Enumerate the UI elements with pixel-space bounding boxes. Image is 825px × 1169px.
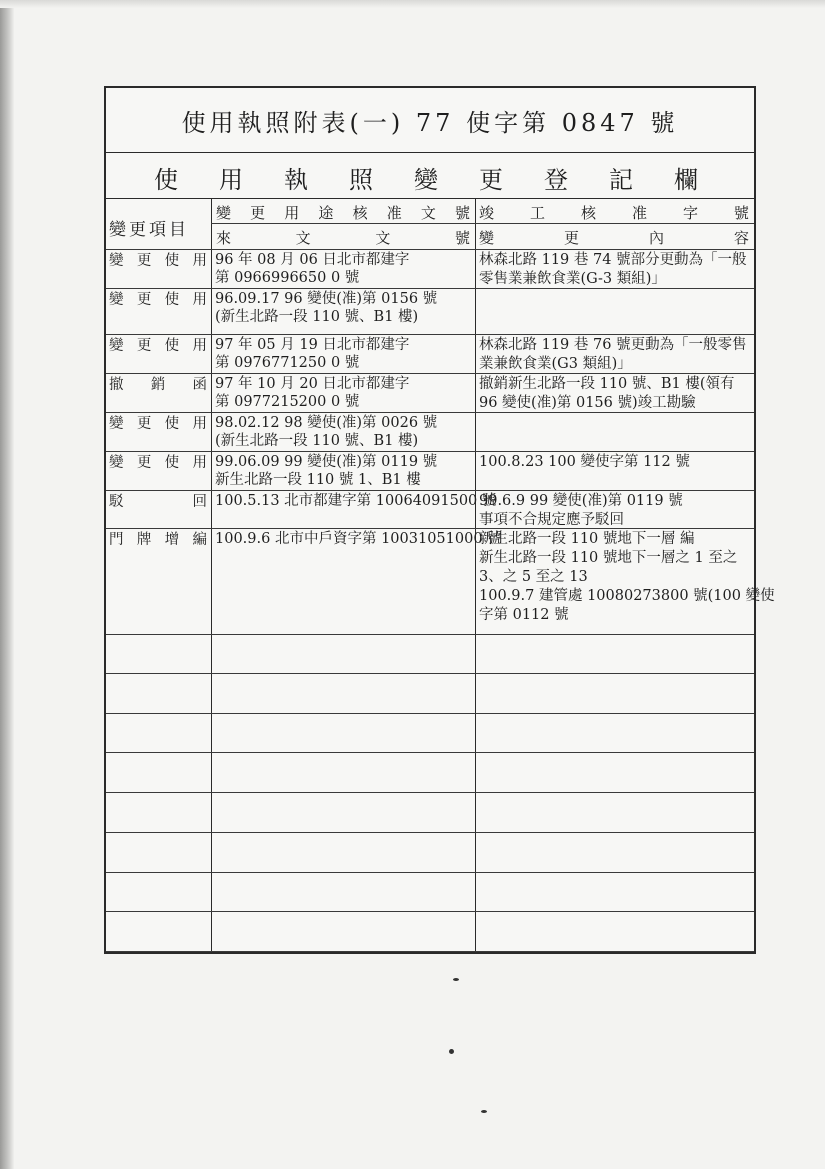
header-char: 號 — [733, 204, 749, 222]
empty-row — [106, 753, 754, 793]
header-char: 更 — [250, 204, 266, 222]
row-content-line: 100.9.7 建管處 10080273800 號(100 變使 — [479, 588, 775, 604]
row-item-char: 更 — [136, 292, 152, 308]
header-char: 變 — [216, 204, 232, 222]
row-item-char: 牌 — [136, 532, 152, 548]
row-item-char: 增 — [164, 532, 180, 548]
header-char: 用 — [284, 204, 300, 222]
header-change-content — [479, 227, 749, 248]
row-doc-line1: 100.5.13 北市都建字第 10064091500 號 — [215, 493, 497, 509]
header-char: 內 — [648, 229, 664, 247]
row-item-char: 用 — [192, 253, 207, 269]
header-completion-no — [479, 202, 749, 223]
row-item-char: 用 — [192, 338, 207, 354]
header-char: 准 — [631, 204, 647, 222]
header-char: 來 — [216, 229, 232, 247]
scan-speck — [453, 978, 459, 981]
empty-row — [106, 793, 754, 833]
header-char: 核 — [580, 204, 596, 222]
row-doc-line1: 96 年 08 月 06 日北市都建字 — [215, 252, 410, 268]
row-item-char: 變 — [109, 253, 124, 269]
row-item-char: 使 — [164, 292, 180, 308]
row-content-line: 字第 0112 號 — [479, 607, 569, 623]
row-item — [109, 291, 207, 310]
row-item — [109, 454, 207, 473]
subtitle-char: 登 — [544, 166, 568, 194]
header-char: 文 — [375, 229, 391, 247]
row-content-line: 96 變使(准)第 0156 號)竣工勘驗 — [479, 395, 696, 411]
row-item-char: 更 — [136, 338, 152, 354]
row-item — [109, 376, 207, 395]
scan-top-shadow — [0, 0, 825, 8]
row-doc-line2: (新生北路一段 110 號、B1 樓) — [215, 433, 419, 449]
header-char: 號 — [454, 229, 470, 247]
header-mid-divider — [211, 223, 754, 224]
subtitle-char: 變 — [414, 166, 438, 194]
scan-speck — [449, 1049, 454, 1054]
row-item-char: 變 — [109, 416, 124, 432]
header-char: 竣 — [479, 204, 495, 222]
row-item-char: 用 — [192, 292, 207, 308]
header-char: 更 — [563, 229, 579, 247]
row-content-line: 撤銷新生北路一段 110 號、B1 樓(領有 — [479, 376, 735, 392]
header-char: 核 — [352, 204, 368, 222]
row-item-char: 使 — [164, 416, 180, 432]
header-char: 號 — [454, 204, 470, 222]
row-item-char: 使 — [164, 338, 180, 354]
row-item-char: 更 — [136, 455, 152, 471]
row-item-char: 更 — [136, 253, 152, 269]
header-char: 途 — [318, 204, 334, 222]
empty-row — [106, 713, 754, 753]
row-doc-line2: (新生北路一段 110 號、B1 樓) — [215, 309, 419, 325]
row-content-line: 林森北路 119 巷 76 號更動為「一般零售 — [479, 337, 747, 353]
header-char: 字 — [682, 204, 698, 222]
row-content-line: 零售業兼飲食業(G-3 類組)」 — [479, 271, 666, 287]
row-doc-line2: 第 0966996650 0 號 — [215, 270, 360, 286]
scan-speck — [481, 1110, 487, 1113]
row-doc-line1: 98.02.12 98 變使(准)第 0026 號 — [215, 415, 438, 431]
row-item-char: 編 — [192, 532, 207, 548]
row-item — [109, 493, 207, 512]
subtitle-char: 用 — [219, 166, 243, 194]
header-char: 准 — [386, 204, 402, 222]
form-title: 使用執照附表(一) 77 使字第 0847 號 — [106, 88, 754, 153]
row-item-char: 駁 — [109, 494, 124, 510]
row-item-char: 用 — [192, 455, 207, 471]
empty-row — [106, 634, 754, 674]
row-item-char: 變 — [109, 338, 124, 354]
row-item-char: 函 — [192, 377, 207, 393]
row-item-char: 銷 — [150, 377, 166, 393]
row-content-line: 林森北路 119 巷 74 號部分更動為「一般 — [479, 252, 747, 268]
row-content-line: 事項不合規定應予駁回 — [479, 512, 624, 528]
subtitle-char: 更 — [479, 166, 503, 194]
row-doc-line2: 第 0977215200 0 號 — [215, 394, 360, 410]
empty-row — [106, 674, 754, 714]
header-char: 工 — [529, 204, 545, 222]
empty-row — [106, 833, 754, 873]
row-item-char: 更 — [136, 416, 152, 432]
row-item-char: 變 — [109, 292, 124, 308]
row-item-char: 門 — [109, 532, 124, 548]
row-item — [109, 531, 207, 550]
row-item-char: 用 — [192, 416, 207, 432]
row-item-char: 使 — [164, 455, 180, 471]
header-char: 容 — [733, 229, 749, 247]
row-item — [109, 252, 207, 271]
subtitle-char: 使 — [154, 166, 178, 194]
row-item-char: 撤 — [109, 377, 124, 393]
row-doc-line1: 96.09.17 96 變使(准)第 0156 號 — [215, 291, 438, 307]
row-item-char: 回 — [192, 494, 207, 510]
header-approval-doc — [216, 202, 470, 223]
row-content-line: 新生北路一段 110 號地下一層 編 — [479, 531, 695, 547]
form-subtitle — [106, 152, 754, 199]
row-content-line: 新生北路一段 110 號地下一層之 1 至之 — [479, 550, 738, 566]
row-doc-line1: 97 年 10 月 20 日北市都建字 — [215, 376, 410, 392]
subtitle-char: 欄 — [674, 166, 698, 194]
row-item-char: 變 — [109, 455, 124, 471]
scan-edge-shadow — [0, 0, 14, 1169]
header-char: 文 — [295, 229, 311, 247]
row-doc-line1: 97 年 05 月 19 日北市都建字 — [215, 337, 410, 353]
row-content-line: 3、之 5 至之 13 — [479, 569, 588, 585]
license-appendix-form — [104, 86, 775, 954]
row-doc-line1: 100.9.6 北市中戶資字第 10031051000 號 — [215, 531, 502, 547]
row-doc-line1: 99.06.09 99 變使(准)第 0119 號 — [215, 454, 438, 470]
row-item — [109, 337, 207, 356]
header-char: 文 — [420, 204, 436, 222]
row-doc-line2: 新生北路一段 110 號 1、B1 樓 — [215, 472, 421, 488]
row-content-line: 99.6.9 99 變使(准)第 0119 號 — [479, 493, 683, 509]
empty-row — [106, 872, 754, 912]
subtitle-char: 記 — [609, 166, 633, 194]
row-item — [109, 415, 207, 434]
row-doc-line2: 第 0976771250 0 號 — [215, 355, 360, 371]
empty-row — [106, 912, 754, 952]
header-char: 變 — [479, 229, 495, 247]
row-item-char: 使 — [164, 253, 180, 269]
subtitle-char: 照 — [349, 166, 373, 194]
header-incoming-doc — [216, 227, 470, 248]
row-content-line: 業兼飲食業(G3 類組)」 — [479, 356, 632, 372]
subtitle-char: 執 — [284, 166, 308, 194]
row-content-line: 100.8.23 100 變使字第 112 號 — [479, 454, 690, 470]
header-item: 變更項目 — [109, 220, 189, 240]
